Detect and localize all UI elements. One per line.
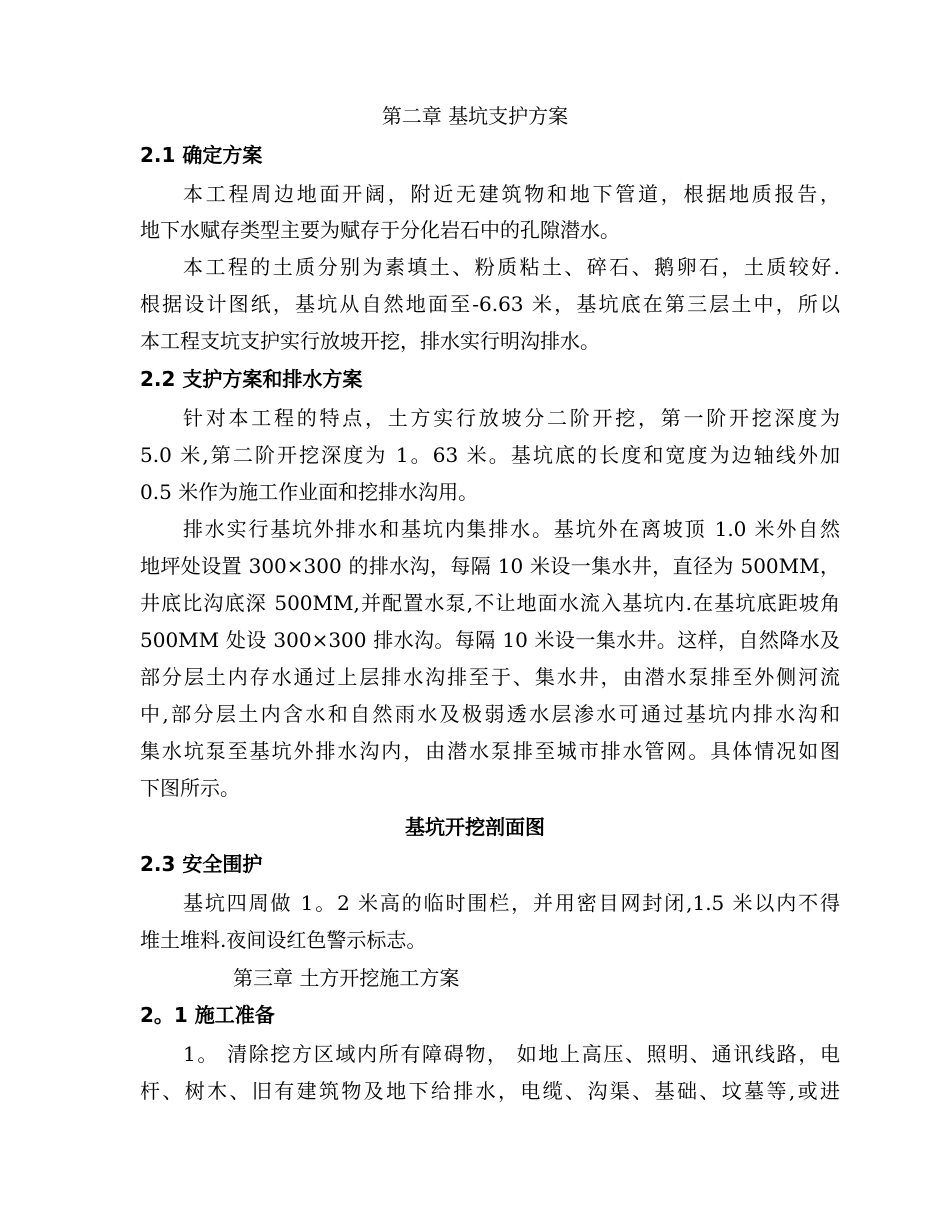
paragraph-line: 0.5 米作为施工作业面和挖排水沟用。 [140,480,479,504]
figure-caption: 基坑开挖剖面图 [405,815,545,839]
paragraph-line: 杆、树木、旧有建筑物及地下给排水，电缆、沟渠、基础、坟墓等,或进 [140,1079,840,1103]
paragraph-line: 5.0 米,第二阶开挖深度为 1。63 米。基坑底的长度和宽度为边轴线外加 [140,443,840,467]
paragraph-line: 根据设计图纸，基坑从自然地面至-6.63 米，基坑底在第三层土中，所以 [140,292,840,316]
paragraph-line: 中,部分层土内含水和自然雨水及极弱透水层渗水可通过基坑内排水沟和 [140,702,840,726]
paragraph-line: 针对本工程的特点，土方实行放坡分二阶开挖，第一阶开挖深度为 [183,406,840,430]
section-2-2-heading: 2.2 支护方案和排水方案 [140,367,363,391]
chapter-3-title: 第三章 土方开挖施工方案 [233,966,460,990]
paragraph-line: 地坪处设置 300×300 的排水沟，每隔 10 米设一集水井，直径为 500MM， [140,554,840,578]
paragraph-line: 地下水赋存类型主要为赋存于分化岩石中的孔隙潜水。 [140,218,620,242]
paragraph-line: 井底比沟底深 500MM,并配置水泵,不让地面水流入基坑内.在基坑底距坡角 [140,591,840,615]
paragraph-line: 集水坑泵至基坑外排水沟内，由潜水泵排至城市排水管网。具体情况如图 [140,739,840,763]
chapter-2-title: 第二章 基坑支护方案 [381,104,569,128]
paragraph-line: 堆土堆料.夜间设红色警示标志。 [140,928,427,952]
paragraph-line: 部分层土内存水通过上层排水沟排至于、集水井，由潜水泵排至外侧河流 [140,665,840,689]
paragraph-line: 500MM 处设 300×300 排水沟。每隔 10 米设一集水井。这样，自然降水及 [140,628,840,652]
section-2-3-heading: 2.3 安全围护 [140,852,263,876]
paragraph-line: 基坑四周做 1。2 米高的临时围栏，并用密目网封闭,1.5 米以内不得 [183,891,840,915]
paragraph-line: 1。 清除挖方区域内所有障碍物， 如地上高压、照明、通讯线路，电 [183,1042,840,1066]
paragraph-line: 本工程周边地面开阔，附近无建筑物和地下管道，根据地质报告， [183,182,840,206]
section-3-1-heading: 2。1 施工准备 [140,1003,275,1027]
paragraph-line: 下图所示。 [140,776,240,800]
section-2-1-heading: 2.1 确定方案 [140,143,263,167]
paragraph-line: 排水实行基坑外排水和基坑内集排水。基坑外在离坡顶 1.0 米外自然 [183,517,840,541]
paragraph-line: 本工程的土质分别为素填土、粉质粘土、碎石、鹅卵石，土质较好. [183,255,840,279]
paragraph-line: 本工程支坑支护实行放坡开挖，排水实行明沟排水。 [140,329,600,353]
